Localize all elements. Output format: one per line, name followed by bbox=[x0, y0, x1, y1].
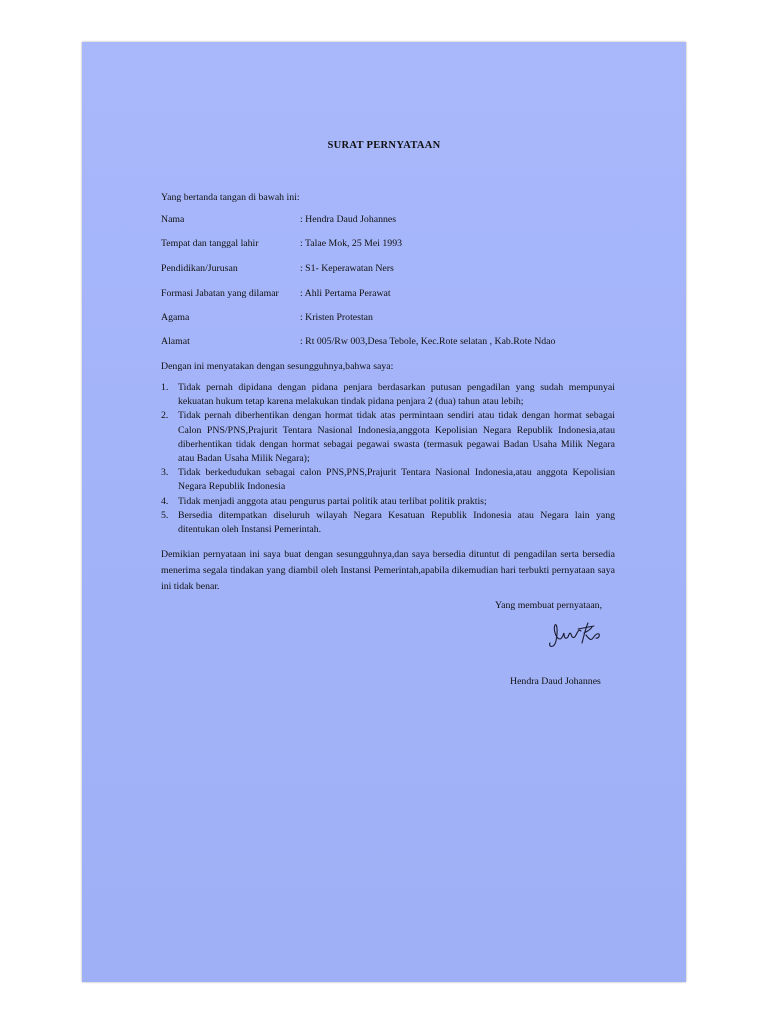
field-value-alamat: : Rt 005/Rw 003,Desa Tebole, Kec.Rote selatan , Kab.Rote Ndao bbox=[300, 336, 556, 347]
field-label-formasi: Formasi Jabatan yang dilamar bbox=[161, 288, 279, 299]
list-item-number: 5. bbox=[161, 509, 169, 521]
list-item-number: 1. bbox=[161, 382, 169, 393]
field-label-alamat: Alamat bbox=[161, 336, 190, 347]
sign-off-text: Yang membuat pernyataan, bbox=[495, 600, 603, 611]
signature-icon bbox=[542, 617, 612, 653]
list-item-text: Tidak menjadi anggota atau pengurus partai politik atau terlibat politik praktis; bbox=[178, 495, 487, 507]
list-item bbox=[161, 409, 615, 466]
list-item-text: Tidak berkedudukan sebagai calon PNS,PNS,Prajurit Tentara Nasional Indonesia,atau anggota Kepolisian Negara Republik Indonesia bbox=[178, 467, 615, 493]
signer-name: Hendra Daud Johannes bbox=[510, 676, 601, 687]
field-label-pendidikan: Pendidikan/Jurusan bbox=[161, 263, 238, 274]
list-item bbox=[161, 466, 615, 494]
document-title: SURAT PERNYATAAN bbox=[327, 140, 441, 151]
closing-paragraph: Demikian pernyataan ini saya buat dengan sesungguhnya,dan saya bersedia dituntut di pengadilan serta bersedia menerima segala tindakan yang diambil oleh Instansi Pemerintah,apabila dikemudian hari terbukti pernyataan saya ini tidak benar. bbox=[161, 549, 615, 592]
field-label-nama: Nama bbox=[161, 214, 185, 225]
list-item-number: 2. bbox=[161, 410, 169, 422]
field-label-agama: Agama bbox=[161, 312, 190, 323]
field-label-ttl: Tempat dan tanggal lahir bbox=[161, 238, 259, 249]
list-item bbox=[161, 495, 615, 509]
list-item-text: Tidak pernah dipidana dengan pidana penjara berdasarkan putusan pengadilan yang sudah mempunyai kekuatan hukum tetap karena melakukan tindak pidana penjara 2 (dua) tahun atau lebih; bbox=[178, 382, 615, 408]
declaration-intro: Dengan ini menyatakan dengan sesungguhnya,bahwa saya: bbox=[161, 361, 394, 372]
list-item-number: 3. bbox=[161, 467, 169, 479]
field-value-nama: : Hendra Daud Johannes bbox=[300, 214, 397, 225]
list-item-text: Bersedia ditempatkan diseluruh wilayah Negara Kesatuan Republik Indonesia atau Negara lain yang ditentukan oleh Instansi Pemerintah. bbox=[178, 509, 615, 536]
statement-list bbox=[161, 381, 615, 537]
field-value-pendidikan: : S1- Keperawatan Ners bbox=[300, 263, 394, 274]
list-item-text: Tidak pernah diberhentikan dengan hormat tidak atas permintaan sendiri atau tidak dengan hormat sebagai Calon PNS/PNS,Prajurit Tentara Nasional Indonesia,anggota Kepolisian Negara Republik Indonesia,atau diberhentikan tidak dengan hormat sebagai pegawai swasta (termasuk pegawai Badan Usaha Milik Negara atau Badan Usaha Milik Negara); bbox=[178, 410, 615, 465]
list-item bbox=[161, 381, 615, 409]
field-value-agama: : Kristen Protestan bbox=[300, 312, 373, 323]
field-value-ttl: : Talae Mok, 25 Mei 1993 bbox=[300, 238, 402, 249]
list-item-number: 4. bbox=[161, 495, 169, 507]
document-page bbox=[82, 42, 686, 982]
field-value-formasi: : Ahli Pertama Perawat bbox=[300, 288, 391, 299]
list-item bbox=[161, 509, 615, 537]
intro-text: Yang bertanda tangan di bawah ini: bbox=[161, 192, 300, 203]
